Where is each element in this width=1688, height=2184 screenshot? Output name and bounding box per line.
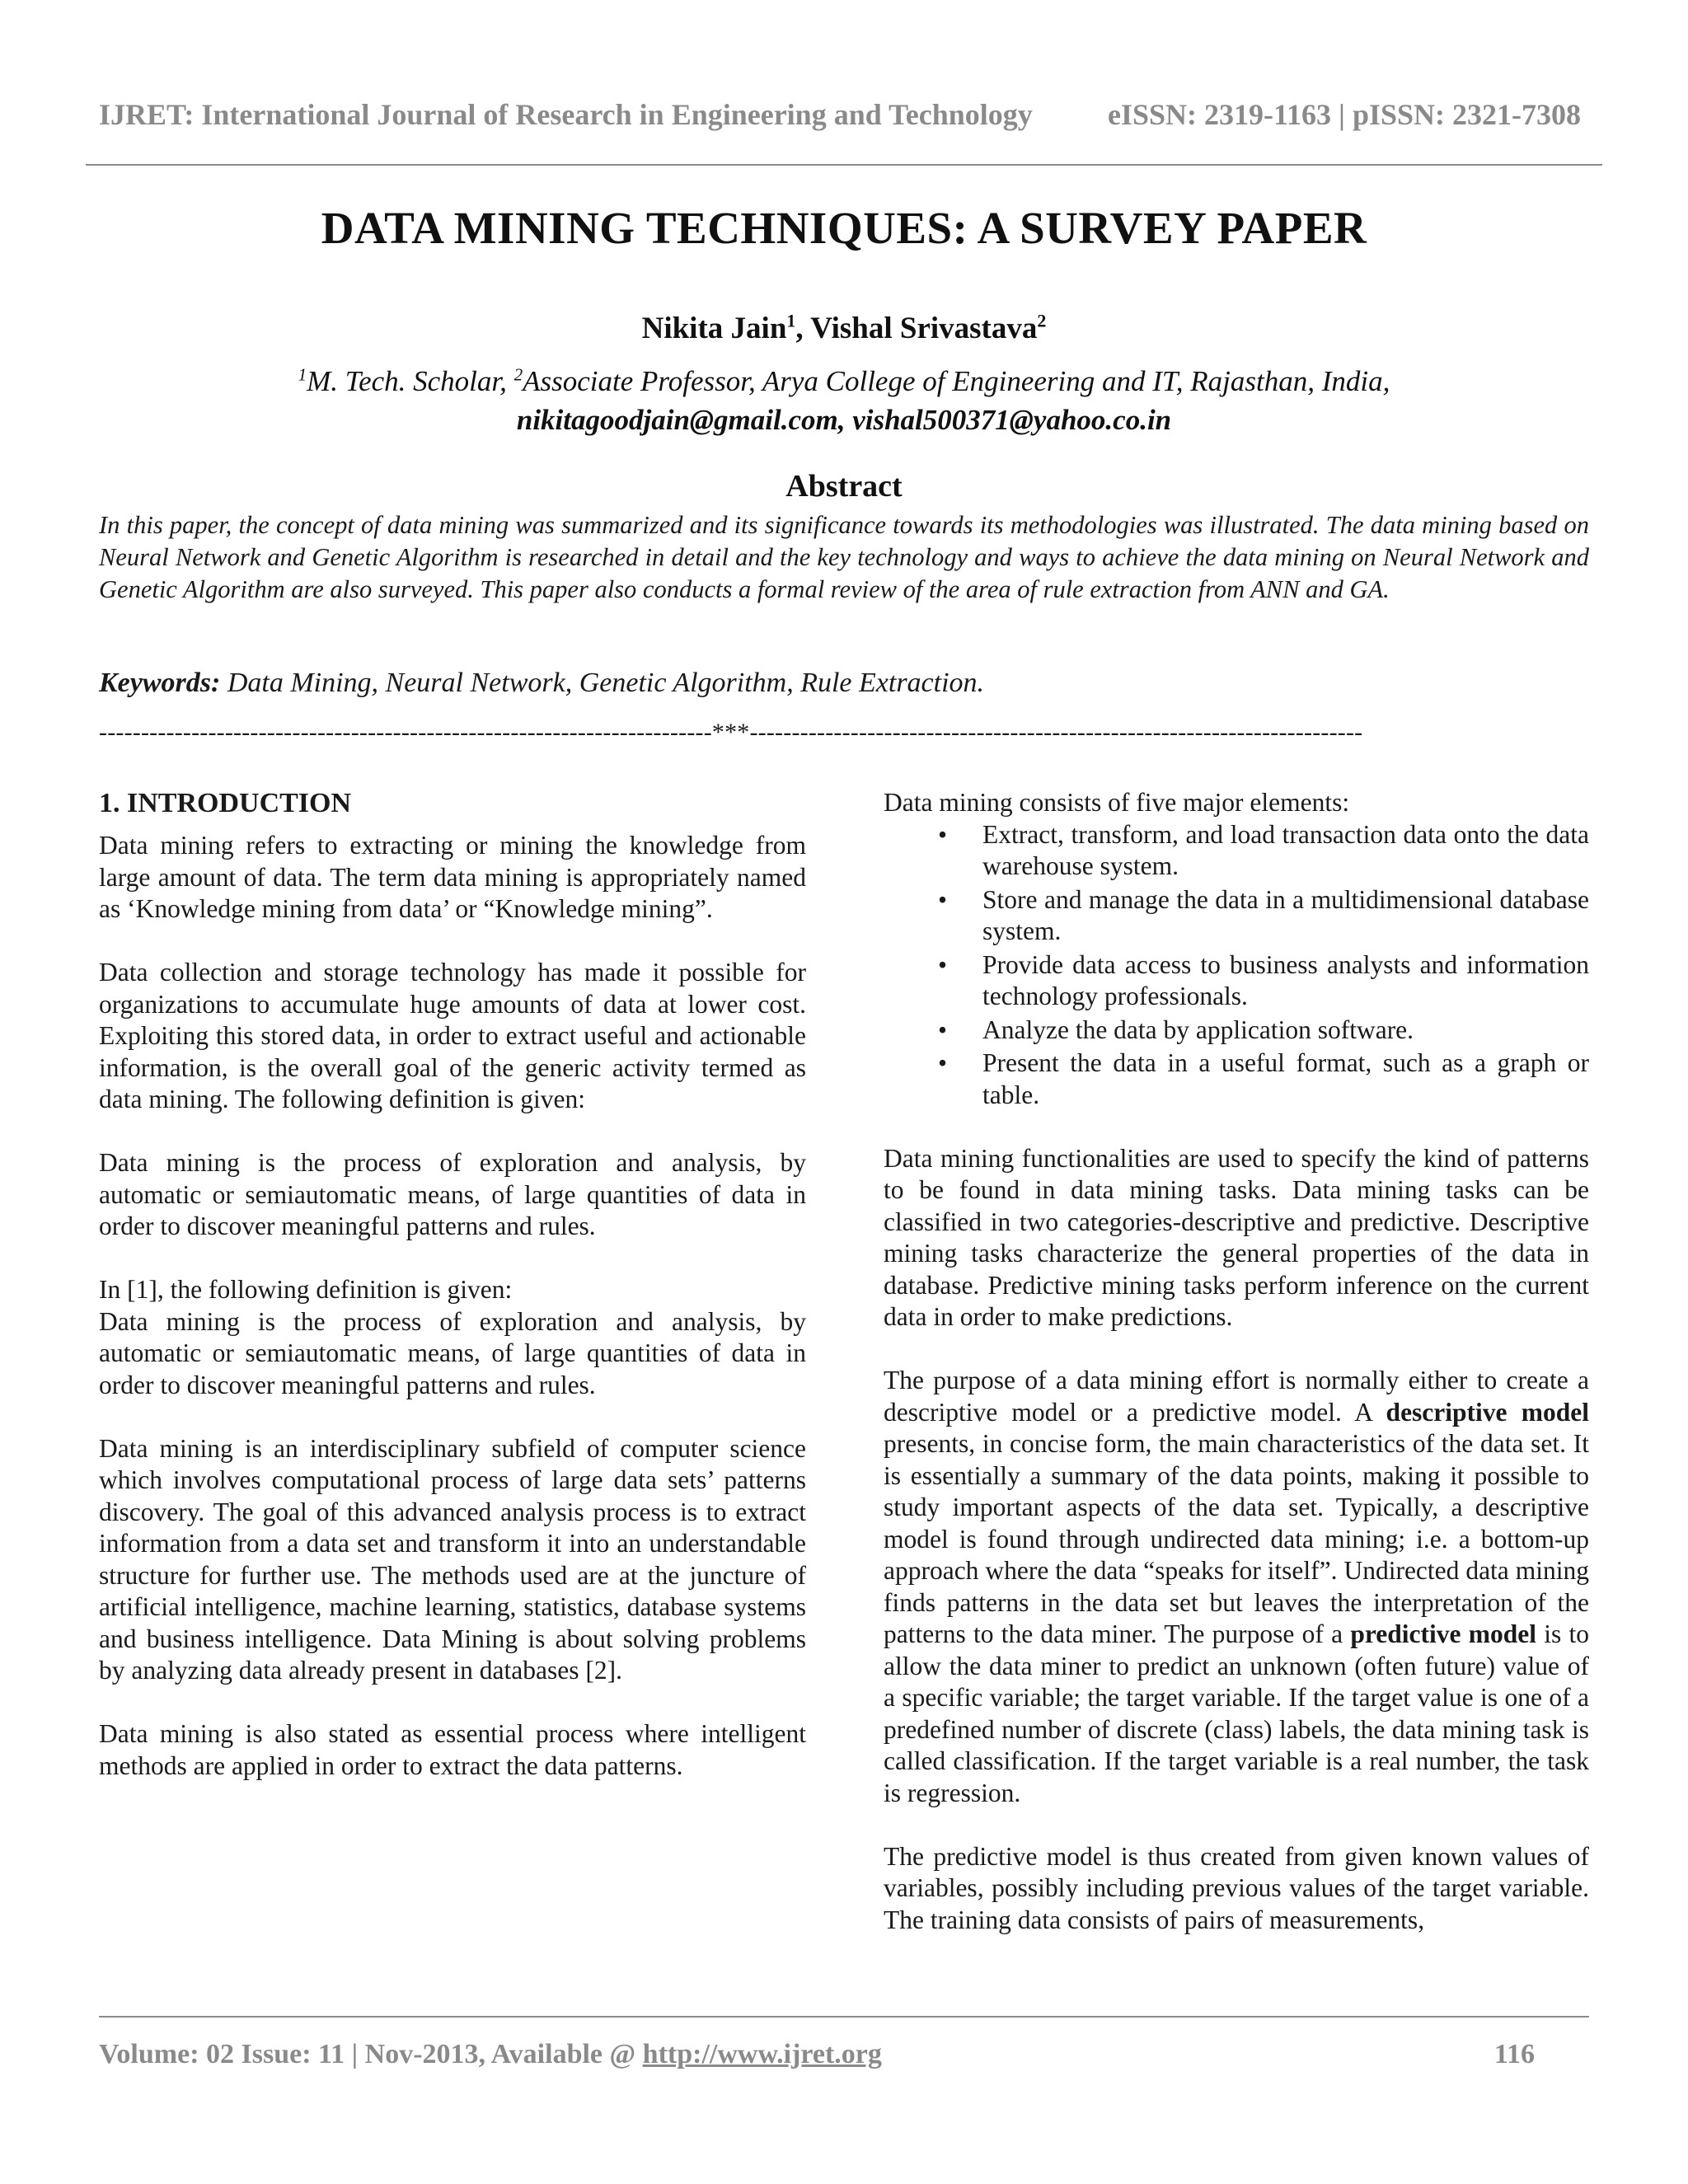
- author-emails: nikitagoodjain@gmail.com, vishal500371@yahoo.co.in: [516, 404, 1172, 436]
- list-item-text: Provide data access to business analysts and information technology professionals.: [982, 949, 1589, 1010]
- keywords-text: Data Mining, Neural Network, Genetic Algorithm, Rule Extraction.: [220, 668, 985, 698]
- paragraph: Data mining is also stated as essential process where intelligent methods are applied in order to extract the data patterns.: [99, 1719, 806, 1780]
- predictive-model-term: predictive model: [1350, 1619, 1536, 1648]
- author-separator: ,: [795, 312, 811, 345]
- header-divider: [86, 164, 1602, 166]
- affiliation-2: Associate Professor, Arya College of Engineering and IT, Rajasthan, India,: [523, 365, 1390, 397]
- introduction-heading: 1. INTRODUCTION: [99, 788, 352, 818]
- paragraph: In [1], the following definition is given:: [99, 1275, 513, 1304]
- issn-label: eISSN: 2319-1163 | pISSN: 2321-7308: [1108, 98, 1581, 131]
- journal-link[interactable]: http://www.ijret.org: [642, 2039, 882, 2069]
- author-2: Vishal Srivastava: [810, 312, 1038, 345]
- list-item-text: Store and manage the data in a multidimensional database system.: [982, 884, 1589, 945]
- affiliation-1: M. Tech. Scholar,: [307, 365, 514, 397]
- abstract-heading: Abstract: [785, 469, 903, 504]
- list-item: [884, 1047, 1589, 1111]
- elements-list: [884, 819, 1589, 1112]
- section-separator: -------------------------------------------------------------------------***-------------------------------------------------------------------------: [99, 719, 1363, 746]
- descriptive-model-term: descriptive model: [1386, 1397, 1589, 1427]
- author-line: [0, 311, 1688, 346]
- paragraph: Data mining is the process of exploration and analysis, by automatic or semiautomatic means, of large quantities of data in order to discover meaningful patterns and rules.: [99, 1306, 806, 1399]
- paper-title: DATA MINING TECHNIQUES: A SURVEY PAPER: [321, 203, 1367, 253]
- keywords-line: [99, 668, 1589, 699]
- paragraph: Data mining functionalities are used to specify the kind of patterns to be found in data mining tasks. Data mining tasks can be classified in two categories-descriptive and predictive. Descriptive mining tasks characterize the general properties of the data in database. Predictive mining tasks perform inference on the current data in order to make predictions.: [884, 1143, 1589, 1331]
- author-1-sup: 1: [786, 310, 796, 331]
- paragraph-text: presents, in concise form, the main characteristics of the data set. It is essentially a summary of the data points, making it possible to study important aspects of the data set. Typically, a descriptive model is found through undirected data mining; i.e. a bottom-up approach where the data “speaks for itself”. Undirected data mining finds patterns in the data set but leaves the interpretation of the patterns to the data miner. The purpose of a: [884, 1429, 1589, 1648]
- footer-divider: [99, 2016, 1589, 2018]
- keywords-colon: :: [211, 668, 221, 698]
- list-item-text: Present the data in a useful format, such as a graph or table.: [982, 1048, 1589, 1109]
- paragraph: The predictive model is thus created from given known values of variables, possibly including previous values of the target variable. The training data consists of pairs of measurements,: [884, 1841, 1589, 1934]
- paragraph-text: is to allow the data miner to predict an unknown (often future) value of a specific variable; the target variable. If the target value is one of a predefined number of discrete (class) labels, the data mining task is called classification. If the target variable is a real number, the task is regression.: [884, 1619, 1589, 1807]
- paragraph: Data mining is an interdisciplinary subfield of computer science which involves computational process of large data sets’ patterns discovery. The goal of this advanced analysis process is to extract information from a data set and transform it into an understandable structure for further use. The methods used are at the juncture of artificial intelligence, machine learning, statistics, database systems and business intelligence. Data Mining is about solving problems by analyzing data already present in databases [2].: [99, 1433, 806, 1685]
- bullet-icon: •: [938, 819, 948, 849]
- list-item: [884, 1015, 1589, 1047]
- affiliation-line: [0, 365, 1688, 398]
- volume-info: Volume: 02 Issue: 11 | Nov-2013, Available @: [99, 2039, 643, 2069]
- right-column: [884, 787, 1589, 1968]
- bullet-icon: •: [938, 949, 948, 979]
- abstract-text: In this paper, the concept of data mining was summarized and its significance towards its methodologies was illustrated. The data mining based on Neural Network and Genetic Algorithm is researched in detail and the key technology and ways to achieve the data mining on Neural Network and Genetic Algorithm are also surveyed. This paper also conducts a formal review of the area of rule extraction from ANN and GA.: [99, 511, 1589, 603]
- list-item-text: Analyze the data by application software.: [982, 1015, 1414, 1044]
- list-item: [884, 819, 1589, 883]
- list-item: [884, 949, 1589, 1013]
- elements-intro: Data mining consists of five major elements:: [884, 788, 1350, 817]
- journal-name: IJRET: International Journal of Research in Engineering and Technology: [99, 98, 1033, 131]
- keywords-label: Keywords: [99, 668, 211, 698]
- author-1: Nikita Jain: [641, 312, 787, 345]
- page-footer: [99, 2039, 1589, 2070]
- left-column: [99, 787, 806, 1814]
- paragraph: Data mining refers to extracting or mining the knowledge from large amount of data. The term data mining is appropriately named as ‘Knowledge mining from data’ or “Knowledge mining”.: [99, 831, 806, 923]
- list-item: [884, 884, 1589, 948]
- page-number: 116: [1493, 2039, 1535, 2069]
- paragraph: Data collection and storage technology has made it possible for organizations to accumulate huge amounts of data at lower cost. Exploiting this stored data, in order to extract useful and actionable information, is the overall goal of the generic activity termed as data mining. The following definition is given:: [99, 958, 806, 1113]
- bullet-icon: •: [938, 1048, 948, 1077]
- bullet-icon: •: [938, 884, 948, 914]
- paragraph: [884, 1365, 1589, 1809]
- paragraph: Data mining is the process of exploration and analysis, by automatic or semiautomatic means, of large quantities of data in order to discover meaningful patterns and rules.: [99, 1148, 806, 1240]
- paragraph-text: The purpose of a data mining effort is normally either to create a descriptive model or a predictive model. A: [884, 1366, 1589, 1427]
- list-item-text: Extract, transform, and load transaction data onto the data warehouse system.: [982, 819, 1589, 880]
- bullet-icon: •: [938, 1015, 948, 1044]
- author-2-sup: 2: [1037, 310, 1047, 331]
- affiliation-sup-2: 2: [513, 364, 523, 385]
- affiliation-sup-1: 1: [298, 364, 307, 385]
